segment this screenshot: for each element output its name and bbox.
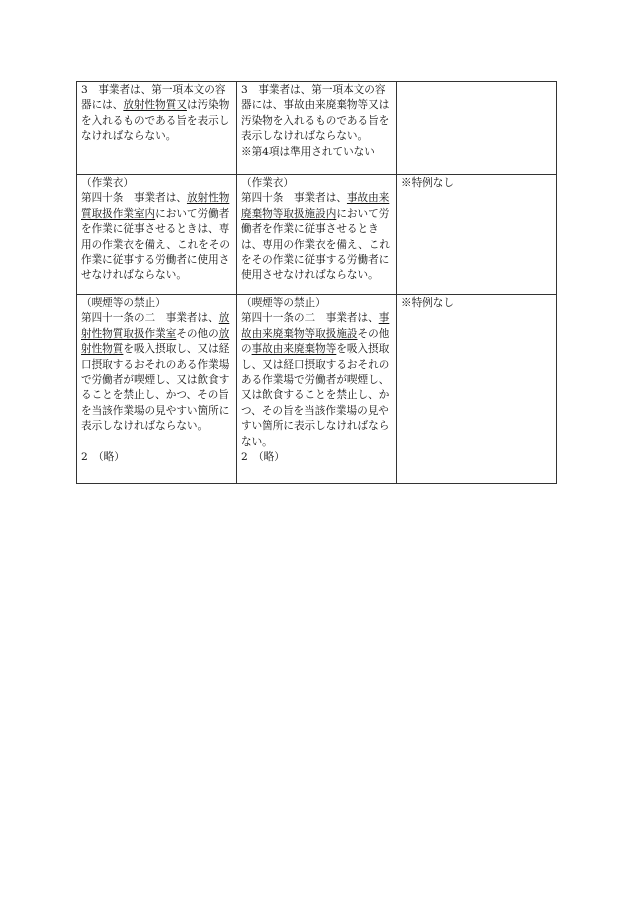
paragraph bbox=[241, 311, 392, 450]
underlined-text: 事故由来廃棄物等取扱施設 bbox=[241, 312, 390, 340]
paragraph bbox=[81, 83, 232, 145]
underlined-text: 放射性物質又 bbox=[123, 99, 187, 112]
article-heading: （喫煙等の禁止） bbox=[81, 297, 166, 309]
text-segment: は汚染物を入れるものである旨を表示しなければならない。 bbox=[81, 99, 230, 143]
cell-original-text bbox=[77, 82, 237, 175]
text-segment: 第四十条 事業者は、 bbox=[241, 192, 347, 205]
cell-applied-text bbox=[237, 175, 397, 295]
underlined-text: 事故由来廃棄物等 bbox=[251, 343, 337, 356]
paragraph-omitted: 2 （略） bbox=[241, 451, 285, 464]
article-heading: （作業衣） bbox=[241, 177, 294, 189]
cell-original-text bbox=[77, 295, 237, 484]
cell-original-text bbox=[77, 175, 237, 295]
table-row bbox=[77, 82, 557, 175]
text-segment: その他の bbox=[176, 327, 219, 340]
underlined-text: 放射性物質取扱作業室内 bbox=[81, 192, 230, 220]
text-segment: 3 事業者は、第一項本文の容器には、 bbox=[81, 84, 226, 112]
table-row bbox=[77, 175, 557, 295]
cell-special-note: ※特例なし bbox=[397, 175, 557, 295]
text-segment: 第四十一条の二 事業者は、 bbox=[81, 312, 219, 325]
cell-special-note: ※特例なし bbox=[397, 295, 557, 484]
paragraph-omitted: 2 （略） bbox=[81, 450, 125, 463]
text-segment: その他の bbox=[241, 327, 390, 356]
cell-applied-text bbox=[237, 295, 397, 484]
text-segment: を吸入摂取し、又は経口摂取するおそれのある作業場で労働者が喫煙し、又は飲食することを禁止し、かつ、その旨を当該作業場の見やすい箇所に表示しなければならない。 bbox=[241, 343, 390, 448]
cell-special-note bbox=[397, 82, 557, 175]
text-segment: において労働者を作業に従事させるときは、専用の作業衣を備え、これをその作業に従事する労働者に使用させなければならない。 bbox=[241, 207, 390, 282]
article-heading: （作業衣） bbox=[81, 177, 134, 189]
underlined-text: 放射性物質取扱作業室 bbox=[81, 312, 230, 340]
paragraph: 3 事業者は、第一項本文の容器には、事故由来廃棄物等又は汚染物を入れるものである旨を表示しなければならない。 bbox=[241, 84, 390, 143]
underlined-text: 事故由来廃棄物等取扱施設内 bbox=[241, 192, 390, 220]
underlined-text: 放射性物質 bbox=[81, 327, 230, 356]
text-segment: において労働者を作業に従事させるときは、専用の作業衣を備え、これをその作業に従事する労働者に使用させなければならない。 bbox=[81, 207, 230, 282]
paragraph bbox=[241, 191, 392, 283]
text-segment: を吸入摂取し、又は経口摂取するおそれのある作業場で労働者が喫煙し、又は飲食することを禁止し、かつ、その旨を当該作業場の見やすい箇所に表示しなければならない。 bbox=[81, 343, 230, 433]
note-text: ※第4項は準用されていない bbox=[241, 145, 375, 158]
spacer bbox=[81, 435, 232, 450]
text-segment: 第四十一条の二 事業者は、 bbox=[241, 312, 379, 325]
paragraph bbox=[81, 191, 232, 283]
table-row bbox=[77, 295, 557, 484]
text-segment: 第四十条 事業者は、 bbox=[81, 192, 187, 205]
article-heading: （喫煙等の禁止） bbox=[241, 297, 326, 309]
paragraph bbox=[81, 311, 232, 434]
comparison-table bbox=[76, 81, 557, 484]
cell-applied-text bbox=[237, 82, 397, 175]
